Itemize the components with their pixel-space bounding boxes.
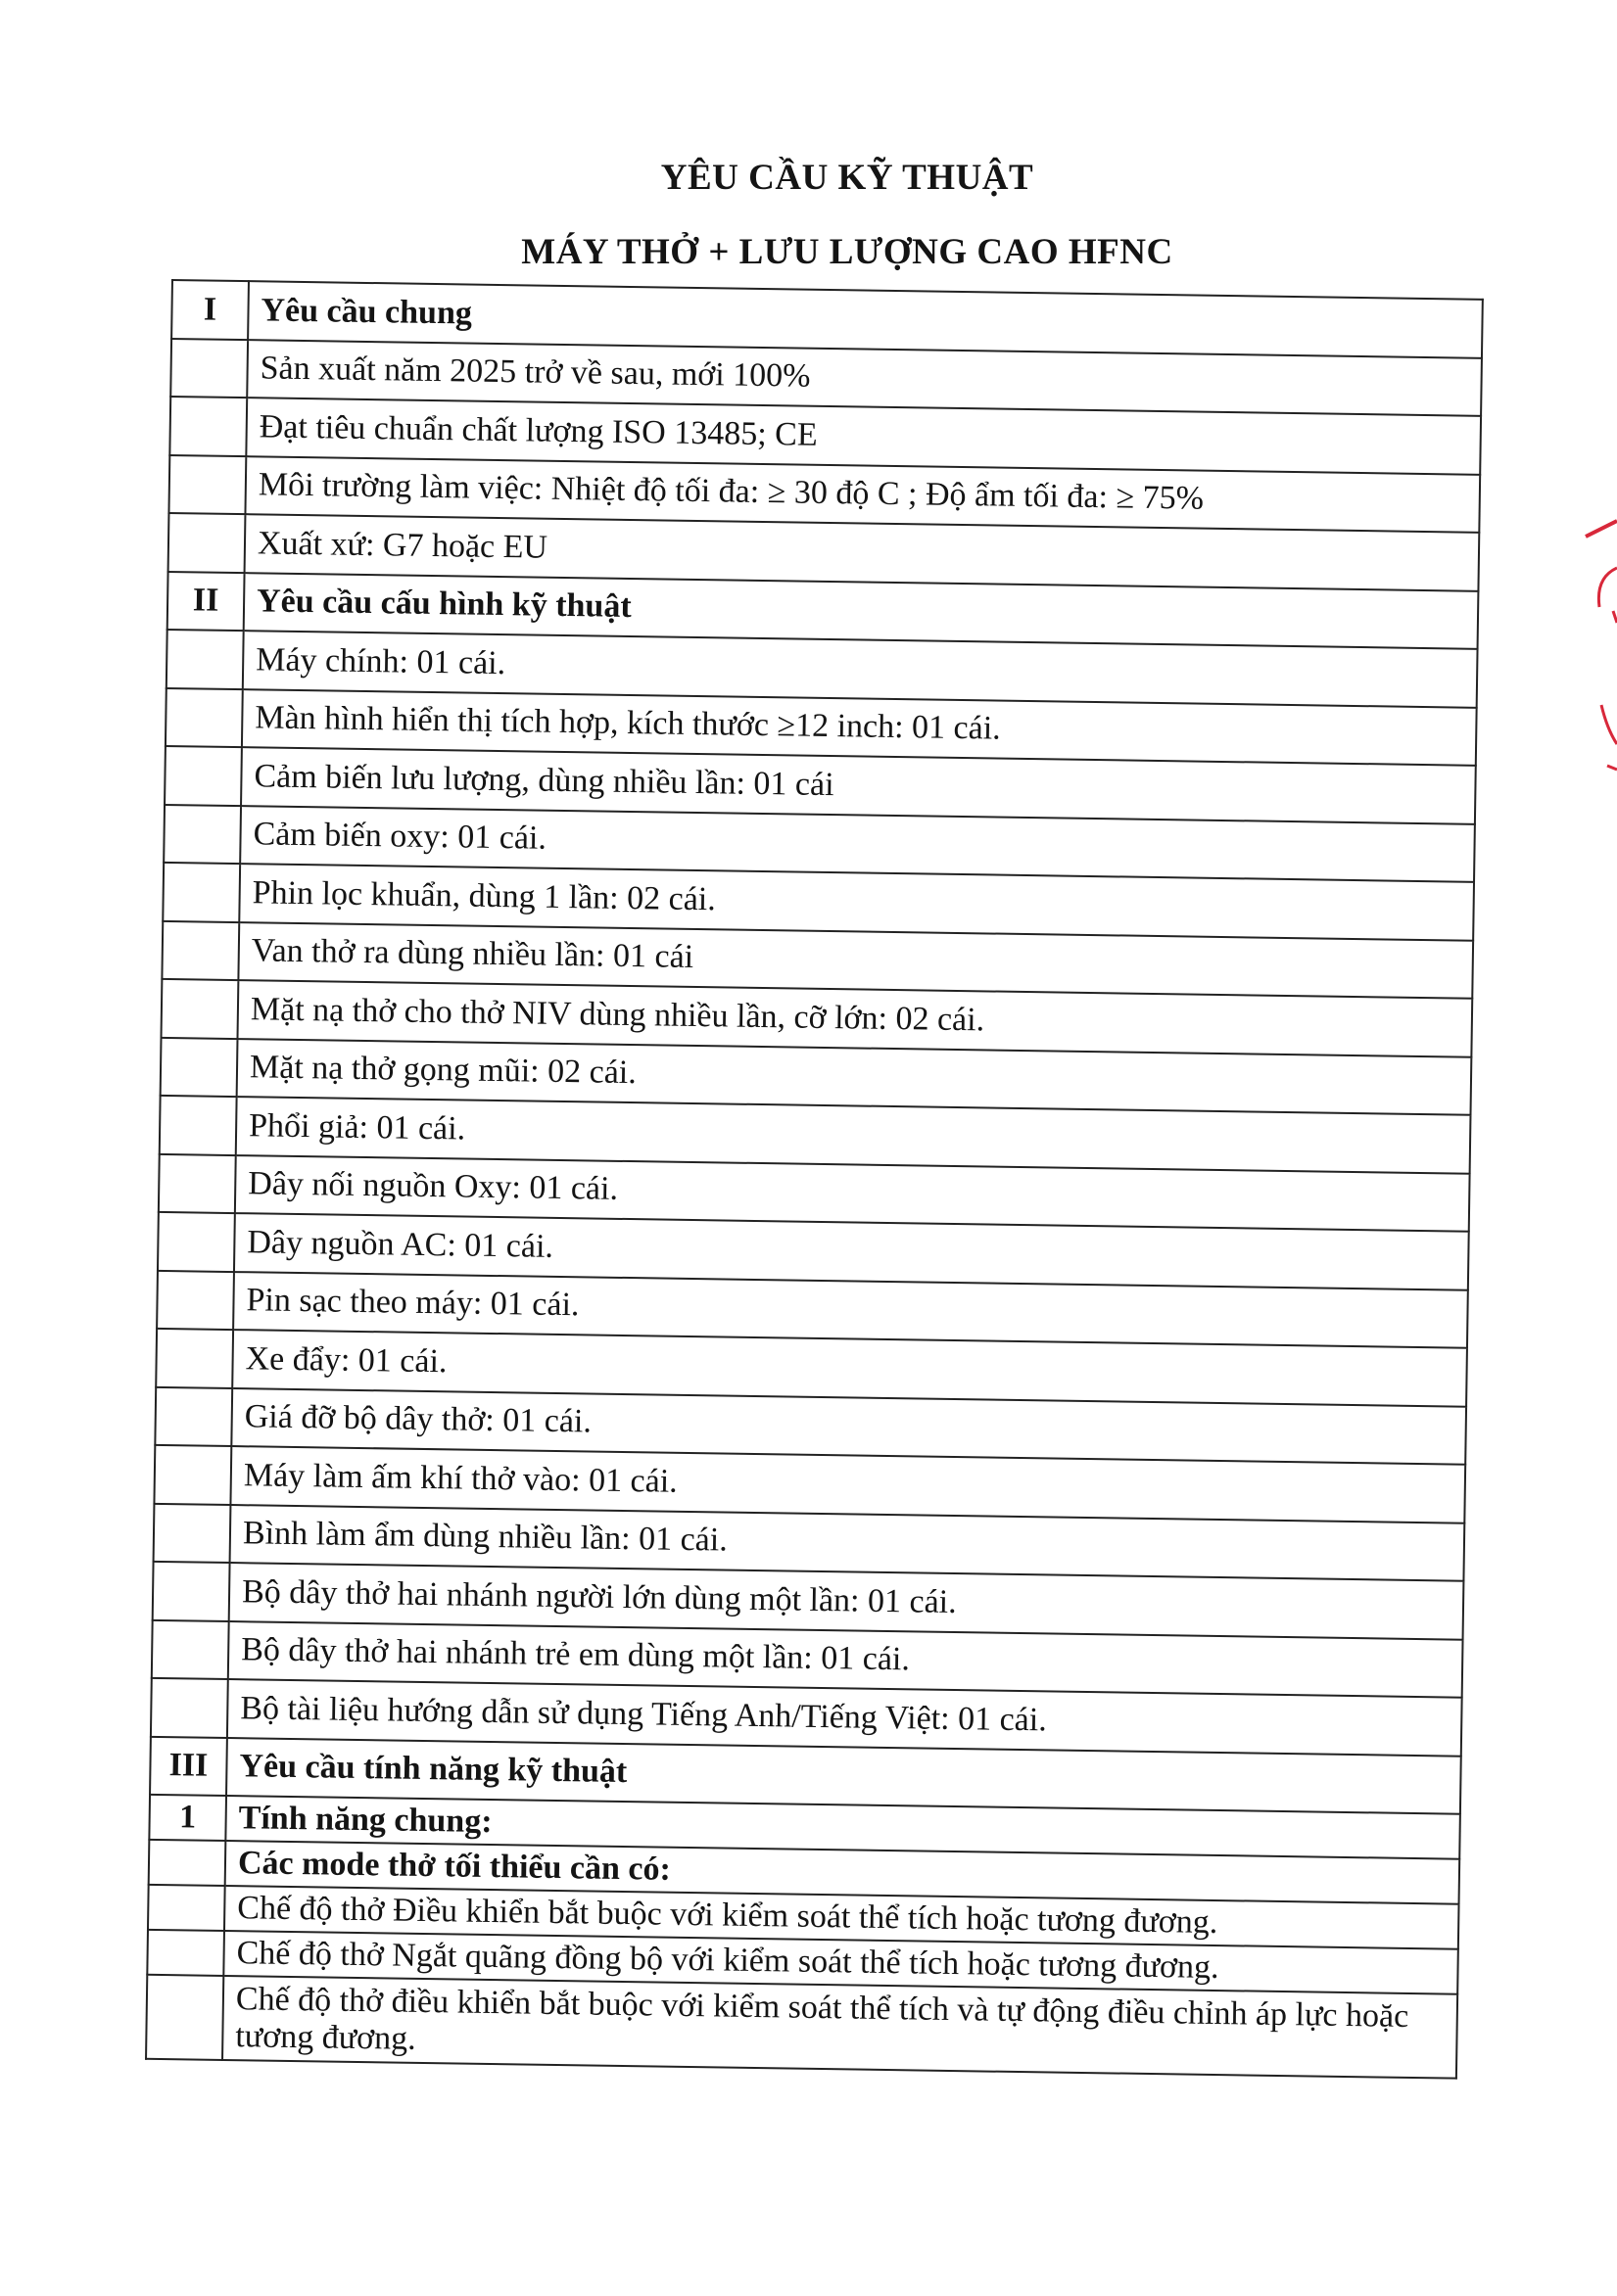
- row-text: Phổi giả: 01 cái.: [236, 1097, 1471, 1173]
- row-text: Yêu cầu tính năng kỹ thuật: [226, 1738, 1461, 1814]
- row-text: Các mode thở tối thiểu cần có:: [225, 1841, 1460, 1904]
- row-text: Cảm biến oxy: 01 cái.: [240, 806, 1475, 882]
- row-number: [159, 1153, 236, 1213]
- red-stamp-fragment: [1578, 509, 1617, 783]
- document-title: YÊU CẦU KỸ THUẬT: [660, 158, 1034, 198]
- row-number: [166, 687, 243, 747]
- row-number: [161, 1037, 238, 1097]
- row-text: Giá đỡ bộ dây thở: 01 cái.: [231, 1388, 1466, 1465]
- row-text: Cảm biến lưu lượng, dùng nhiều lần: 01 cái: [241, 747, 1476, 823]
- row-number: [147, 1930, 224, 1976]
- row-number: [162, 920, 239, 980]
- row-text: Đạt tiêu chuẩn chất lượng ISO 13485; CE: [246, 398, 1481, 474]
- row-number: [154, 1503, 231, 1563]
- row-number: [162, 979, 239, 1039]
- row-number: [160, 1096, 237, 1155]
- row-text: Chế độ thở Điều khiển bắt buộc với kiểm soát thể tích hoặc tương đương.: [224, 1886, 1459, 1949]
- row-text: Xe đẩy: 01 cái.: [232, 1330, 1467, 1406]
- row-number: [151, 1678, 228, 1738]
- row-text: Bộ tài liệu hướng dẫn sử dụng Tiếng Anh/Tiếng Việt: 01 cái.: [227, 1679, 1462, 1756]
- requirements-table-wrapper: [145, 279, 1484, 2080]
- row-text: Bộ dây thở hai nhánh trẻ em dùng một lần: 01 cái.: [228, 1621, 1463, 1698]
- row-number: [154, 1445, 231, 1505]
- row-text: Yêu cầu chung: [248, 281, 1483, 357]
- row-number: [156, 1329, 233, 1388]
- row-number: [170, 339, 248, 398]
- row-text: Yêu cầu cấu hình kỹ thuật: [244, 573, 1479, 649]
- row-number: [146, 1975, 223, 2060]
- row-number: II: [167, 571, 245, 631]
- row-text: Sản xuất năm 2025 trở về sau, mới 100%: [247, 340, 1482, 416]
- requirements-table: [145, 279, 1484, 2080]
- row-number: [168, 454, 246, 514]
- row-text: Xuất xứ: G7 hoặc EU: [245, 514, 1480, 590]
- row-number: [168, 513, 246, 573]
- requirements-table-body: [146, 280, 1483, 2079]
- row-number: [149, 1840, 226, 1886]
- row-number: [169, 397, 247, 456]
- row-text: Phin lọc khuẩn, dùng 1 lần: 02 cái.: [239, 864, 1474, 940]
- row-number: [158, 1212, 235, 1272]
- row-text: Môi trường làm việc: Nhiệt độ tối đa: ≥ 30 độ C ; Độ ẩm tối đa: ≥ 75%: [245, 456, 1480, 533]
- row-text: Máy chính: 01 cái.: [243, 631, 1478, 707]
- row-number: [166, 630, 244, 689]
- row-text: Mặt nạ thở cho thở NIV dùng nhiều lần, cỡ lớn: 02 cái.: [238, 980, 1473, 1056]
- row-text: Tính năng chung:: [225, 1796, 1460, 1859]
- row-text: Máy làm ấm khí thở vào: 01 cái.: [230, 1446, 1465, 1523]
- row-text: Van thở ra dùng nhiều lần: 01 cái: [238, 922, 1473, 999]
- row-number: [153, 1562, 230, 1621]
- row-number: [165, 746, 242, 806]
- row-text: Dây nguồn AC: 01 cái.: [234, 1213, 1469, 1289]
- row-number: [157, 1270, 234, 1330]
- row-number: [155, 1386, 232, 1446]
- row-text: Pin sạc theo máy: 01 cái.: [233, 1272, 1468, 1348]
- row-text: Bình làm ẩm dùng nhiều lần: 01 cái.: [230, 1505, 1465, 1581]
- row-text: Mặt nạ thở gọng mũi: 02 cái.: [237, 1039, 1472, 1115]
- row-number: 1: [149, 1795, 226, 1841]
- row-text: Chế độ thở Ngắt quãng đồng bộ với kiểm soát thể tích hoặc tương đương.: [223, 1931, 1458, 1994]
- row-number: [164, 804, 241, 864]
- document-subtitle: MÁY THỞ + LƯU LƯỢNG CAO HFNC: [521, 232, 1173, 272]
- row-number: III: [150, 1736, 227, 1796]
- row-text: Màn hình hiển thị tích hợp, kích thước ≥12 inch: 01 cái.: [242, 689, 1477, 766]
- row-number: I: [171, 280, 249, 340]
- row-text: Dây nối nguồn Oxy: 01 cái.: [235, 1155, 1470, 1232]
- row-text: Bộ dây thở hai nhánh người lớn dùng một lần: 01 cái.: [229, 1563, 1464, 1639]
- row-number: [163, 863, 240, 922]
- row-number: [148, 1885, 225, 1931]
- row-text: Chế độ thở điều khiển bắt buộc với kiểm soát thể tích và tự động điều chỉnh áp lực hoặc tương đương.: [222, 1976, 1457, 2079]
- row-number: [152, 1619, 229, 1679]
